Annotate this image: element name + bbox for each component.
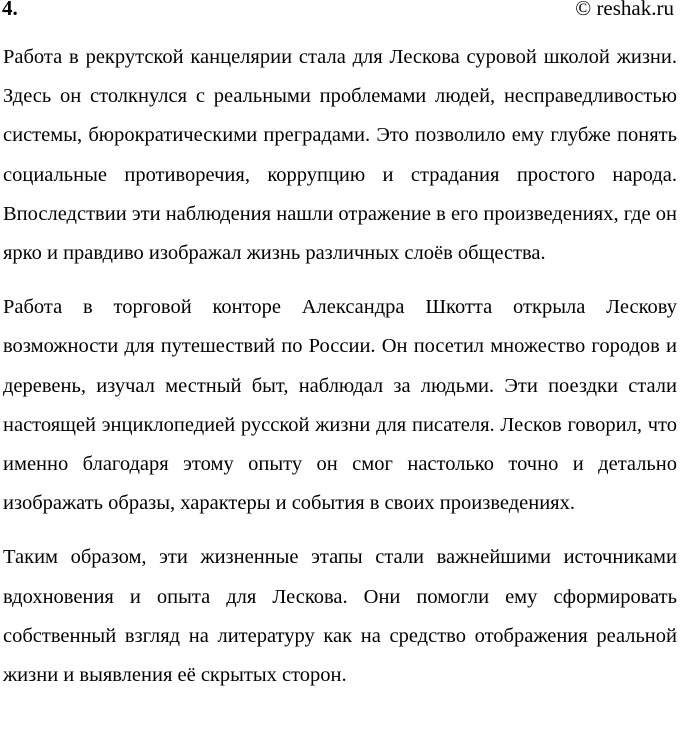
page-header xyxy=(0,0,680,30)
copyright-label: © reshak.ru xyxy=(575,0,674,20)
paragraph-1: Работа в рекрутской канцелярии стала для Лескова суровой школой жизни. Здесь он столкнулся с реальными проблемами людей, несправедливостью системы, бюрократическими преградами. Это позволило ему глубже понять социальные противоречия, коррупцию и страдания простого народа. Впоследствии эти наблюдения нашли отражение в его произведениях, где он ярко и правдиво изображал жизнь различных слоёв общества. xyxy=(3,46,677,265)
paragraph-3: Таким образом, эти жизненные этапы стали важнейшими источниками вдохновения и опыта для Лескова. Они помогли ему сформировать собственный взгляд на литературу как на средство отображения реальной жизни и выявления её скрытых сторон. xyxy=(3,546,677,687)
task-number: 4. xyxy=(2,0,18,20)
paragraph-2: Работа в торговой конторе Александра Шкотта открыла Лескову возможности для путешествий по России. Он посетил множество городов и деревень, изучал местный быт, наблюдал за людьми. Эти поездки стали настоящей энциклопедией русской жизни для писателя. Лесков говорил, что именно благодаря этому опыту он смог настолько точно и детально изображать образы, характеры и события в своих произведениях. xyxy=(3,296,677,515)
answer-text xyxy=(3,38,677,695)
